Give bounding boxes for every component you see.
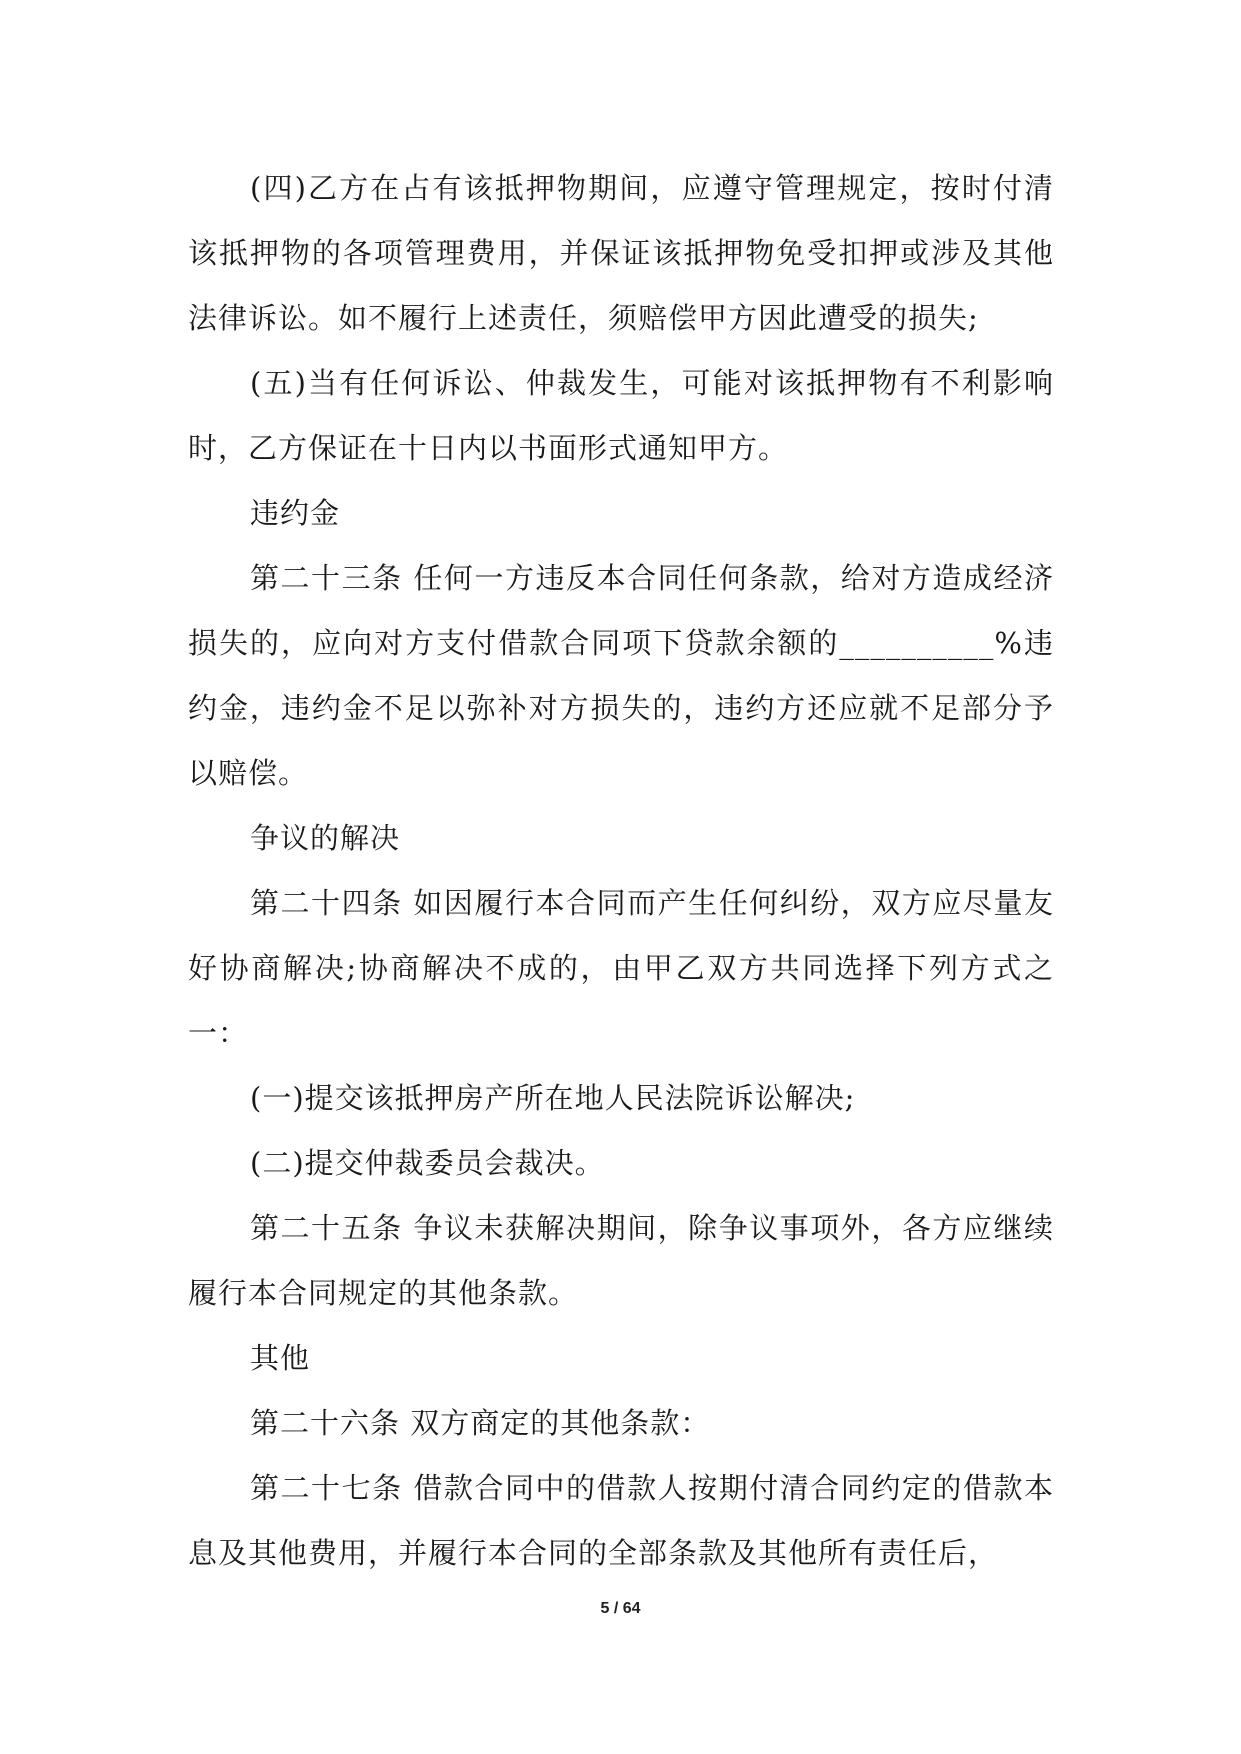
clause-five-paragraph: (五)当有任何诉讼、仲裁发生，可能对该抵押物有不利影响时，乙方保证在十日内以书面形式通知甲方。 bbox=[188, 366, 1054, 465]
clause-four-paragraph: (四)乙方在占有该抵押物期间，应遵守管理规定，按时付清该抵押物的各项管理费用，并保证该抵押物免受扣押或涉及其他法律诉讼。如不履行上述责任，须赔偿甲方因此遭受的损失; bbox=[188, 171, 1054, 335]
article-25-paragraph: 第二十五条 争议未获解决期间，除争议事项外，各方应继续履行本合同规定的其他条款。 bbox=[188, 1211, 1054, 1310]
section-heading-penalty: 违约金 bbox=[250, 496, 341, 530]
page-number: 5 / 64 bbox=[600, 1600, 641, 1617]
document-body bbox=[188, 156, 1054, 1586]
article-24-paragraph: 第二十四条 如因履行本合同而产生任何纠纷，双方应尽量友好协商解决;协商解决不成的，由甲乙双方共同选择下列方式之一： bbox=[188, 886, 1054, 1050]
article-27-paragraph: 第二十七条 借款合同中的借款人按期付清合同约定的借款本息及其他费用，并履行本合同的全部条款及其他所有责任后， bbox=[188, 1471, 1054, 1570]
article-23-paragraph: 第二十三条 任何一方违反本合同任何条款，给对方造成经济损失的，应向对方支付借款合同项下贷款余额的__________%违约金，违约金不足以弥补对方损失的，违约方还应就不足部分予以赔偿。 bbox=[188, 561, 1054, 790]
option-one-paragraph: (一)提交该抵押房产所在地人民法院诉讼解决; bbox=[250, 1081, 856, 1115]
section-heading-other: 其他 bbox=[250, 1341, 311, 1375]
section-heading-dispute: 争议的解决 bbox=[250, 821, 401, 855]
article-26-paragraph: 第二十六条 双方商定的其他条款： bbox=[250, 1406, 711, 1440]
option-two-paragraph: (二)提交仲裁委员会裁决。 bbox=[250, 1146, 605, 1180]
